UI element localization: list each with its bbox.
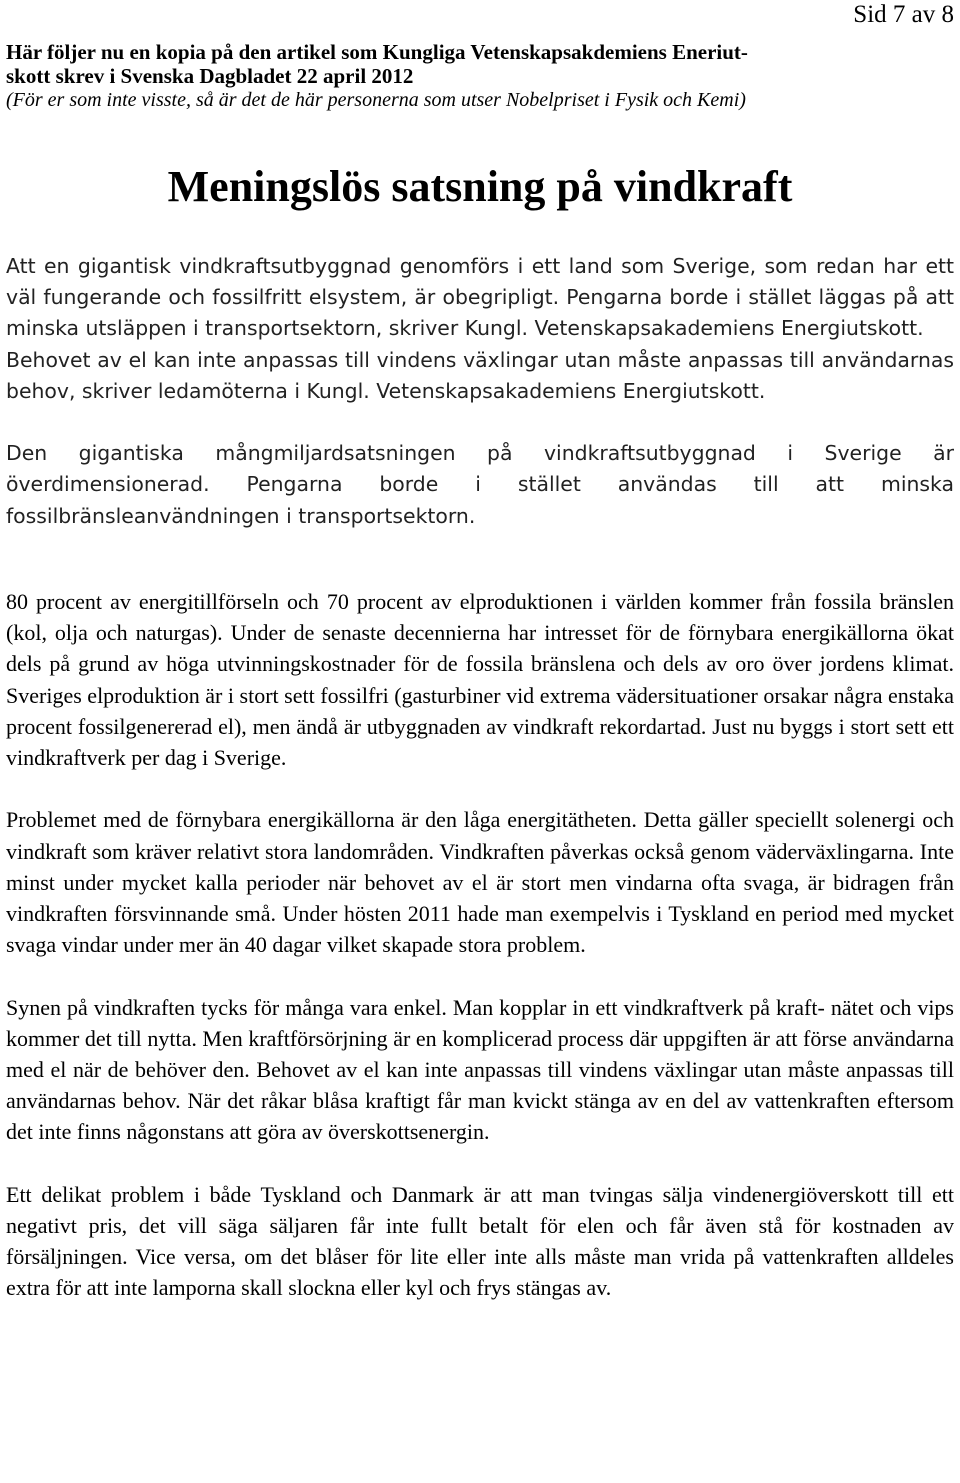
body-paragraph: 80 procent av energitillförseln och 70 procent av elproduktionen i världen kommer från fossila bränslen (kol, olja och naturgas). Under de senaste decennierna har intresset för de förnybara energikällorna ökat dels på grund av höga utvinningskostnader för de fossila bränslena och dels av oro över jordens klimat. Sveriges elproduktion är i stort sett fossilfri (gasturbiner vid extrema vädersituationer orsakar några enstaka procent fossilgenererad el), men ändå är utbyggnaden av vindkraft rekordartad. Just nu byggs i stort sett ett vindkraftverk per dag i Sverige. bbox=[6, 589, 954, 771]
body-paragraph: Problemet med de förnybara energikällorna är den låga energitätheten. Detta gäller speciellt solenergi och vindkraft som kräver relativt stora landområden. Vindkraften påverkas också genom väderväxlingarna. Inte minst under mycket kalla perioder när behovet av el är stort men vindarna ofta svaga, är bidragen från vindkraften försvinnande små. Under hösten 2011 hade man exempelvis i Tyskland en period med mycket svaga vindar under mer än 40 dagar vilket skapade stora problem. bbox=[6, 807, 954, 958]
ingress-paragraph: Att en gigantisk vindkraftsutbyggnad genomförs i ett land som Sverige, som redan har ett väl fungerande och fossilfritt elsystem, är obegripligt. Pengarna borde i stället läggas på att minska utsläppen i transportsektorn, skriver Kungl. Vetenskapsakademiens Energiutskott. bbox=[6, 254, 954, 341]
article-body bbox=[6, 586, 954, 1304]
header-title-line-1: Här följer nu en kopia på den artikel som Kungliga Vetenskapsakdemiens Eneriut- bbox=[6, 40, 748, 64]
article-ingress bbox=[6, 251, 954, 532]
header-note: (För er som inte visste, så är det de här personerna som utser Nobelpriset i Fysik och Kemi) bbox=[6, 89, 746, 111]
body-paragraph: Ett delikat problem i både Tyskland och Danmark är att man tvingas sälja vindenergiöverskott till ett negativt pris, det vill säga säljaren får inte fullt betalt för elen och får även stå för kostnaden av försäljningen. Vice versa, om det blåser för lite eller inte alls måste man vrida på vattenkraften alldeles extra för att inte lamporna skall slockna eller kyl och frys stängas av. bbox=[6, 1181, 954, 1301]
ingress-paragraph: Behovet av el kan inte anpassas till vindens växlingar utan måste anpassas till användarnas behov, skriver ledamöterna i Kungl. Vetenskapsakademiens Energiutskott. bbox=[6, 347, 954, 403]
header-title-line-2: skott skrev i Svenska Dagbladet 22 april 2012 bbox=[6, 64, 414, 88]
article-title: Meningslös satsning på vindkraft bbox=[167, 162, 793, 211]
ingress-paragraph: Den gigantiska mångmiljardsatsningen på vindkraftsutbyggnad i Sverige är överdimensionerad. Pengarna borde i stället användas till att minska fossilbränsleanvändningen i transportsektorn. bbox=[6, 441, 954, 528]
page-number: Sid 7 av 8 bbox=[853, 1, 954, 28]
body-paragraph: Synen på vindkraften tycks för många vara enkel. Man kopplar in ett vindkraftverk på kraft- nätet och vips kommer det till nytta. Men kraftförsörjning är en komplicerad process där uppgiften är att förse användarna med el när de behöver den. Behovet av el kan inte anpassas till vindens växlingar utan måste anpassas till användarnas behov. När det råkar blåsa kraftigt får man kvickt stänga av en del av vattenkraften eftersom det inte finns någonstans att göra av överskottsenergin. bbox=[6, 994, 954, 1145]
header bbox=[6, 40, 946, 112]
